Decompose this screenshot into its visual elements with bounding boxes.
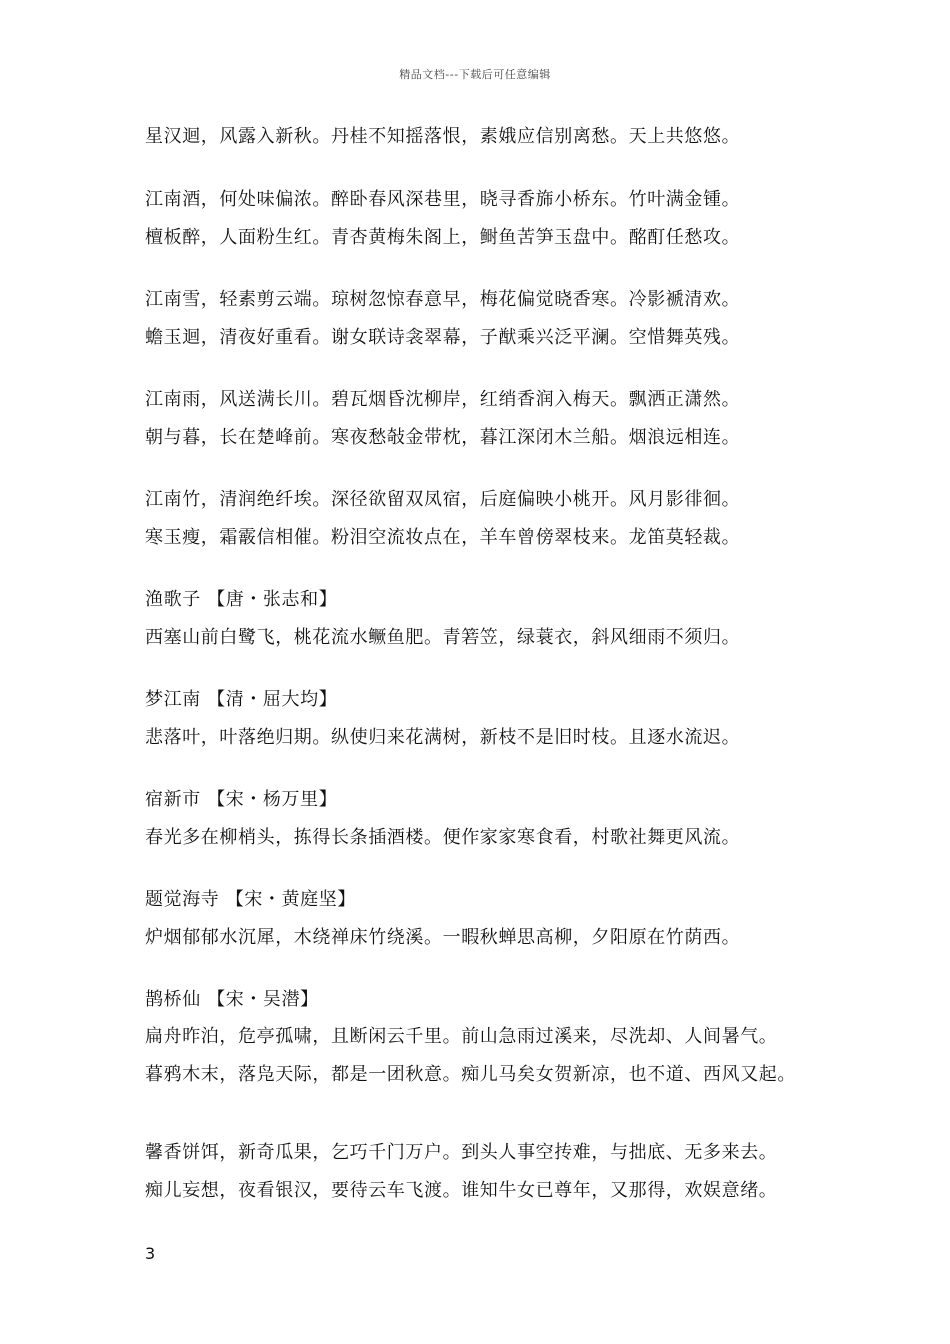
poem-line: 江南雨，风送满长川。碧瓦烟昏沈柳岸，红绡香润入梅天。飘洒正潇然。: [145, 389, 741, 410]
poem-line: 星汉迴，风露入新秋。丹桂不知摇落恨，素娥应信别离愁。天上共悠悠。: [145, 126, 741, 147]
poem-line: 扁舟昨泊，危亭孤啸，且断闲云千里。前山急雨过溪来，尽洗却、人间暑气。: [145, 1026, 778, 1047]
poem-line: 江南竹，清润绝纤埃。深径欲留双凤宿，后庭偏映小桃开。风月影徘徊。: [145, 489, 741, 510]
poem-line: 西塞山前白鹭飞，桃花流水鳜鱼肥。青箬笠，绿蓑衣，斜风细雨不须归。: [145, 627, 741, 648]
poem-line: 江南酒，何处味偏浓。醉卧春风深巷里，晓寻香旆小桥东。竹叶满金锺。: [145, 189, 741, 210]
poem-line: 蟾玉迴，清夜好重看。谢女联诗衾翠幕，子猷乘兴泛平澜。空惜舞英残。: [145, 327, 741, 348]
poem-line: 春光多在柳梢头，拣得长条插酒楼。便作家家寒食看，村歌社舞更风流。: [145, 827, 741, 848]
poem-line: 暮鸦木末，落凫天际，都是一团秋意。痴儿马矣女贺新凉，也不道、西风又起。: [145, 1064, 796, 1085]
poem-title: 宿新市 【宋・杨万里】: [145, 789, 338, 810]
poem-line: 朝与暮，长在楚峰前。寒夜愁敧金带枕，暮江深闭木兰船。烟浪远相连。: [145, 427, 741, 448]
poem-line: 寒玉瘦，霜霰信相催。粉泪空流妆点在，羊车曾傍翠枝来。龙笛莫轻裁。: [145, 527, 741, 548]
page-number: 3: [145, 1244, 156, 1263]
poem-line: 炉烟郁郁水沉犀，木绕禅床竹绕溪。一暇秋蝉思高柳，夕阳原在竹荫西。: [145, 927, 741, 948]
poem-line: 檀板醉，人面粉生红。青杏黄梅朱阁上，鲥鱼苦笋玉盘中。酩酊任愁攻。: [145, 227, 741, 248]
poem-title: 梦江南 【清・屈大均】: [145, 689, 338, 710]
poem-line: 痴儿妄想，夜看银汉，要待云车飞渡。谁知牛女已尊年，又那得，欢娱意绪。: [145, 1180, 778, 1201]
poem-line: 江南雪，轻素剪云端。琼树忽惊春意早，梅花偏觉晓香寒。冷影褫清欢。: [145, 289, 741, 310]
poem-line: 馨香饼饵，新奇瓜果，乞巧千门万户。到头人事空抟难，与拙底、无多来去。: [145, 1142, 778, 1163]
poem-title: 渔歌子 【唐・张志和】: [145, 589, 338, 610]
poem-title: 鹊桥仙 【宋・吴潜】: [145, 989, 319, 1010]
poem-title: 题觉海寺 【宋・黄庭坚】: [145, 889, 356, 910]
page-header: 精品文档---下载后可任意编辑: [399, 68, 551, 81]
poem-line: 悲落叶，叶落绝归期。纵使归来花满树，新枝不是旧时枝。且逐水流迟。: [145, 727, 741, 748]
